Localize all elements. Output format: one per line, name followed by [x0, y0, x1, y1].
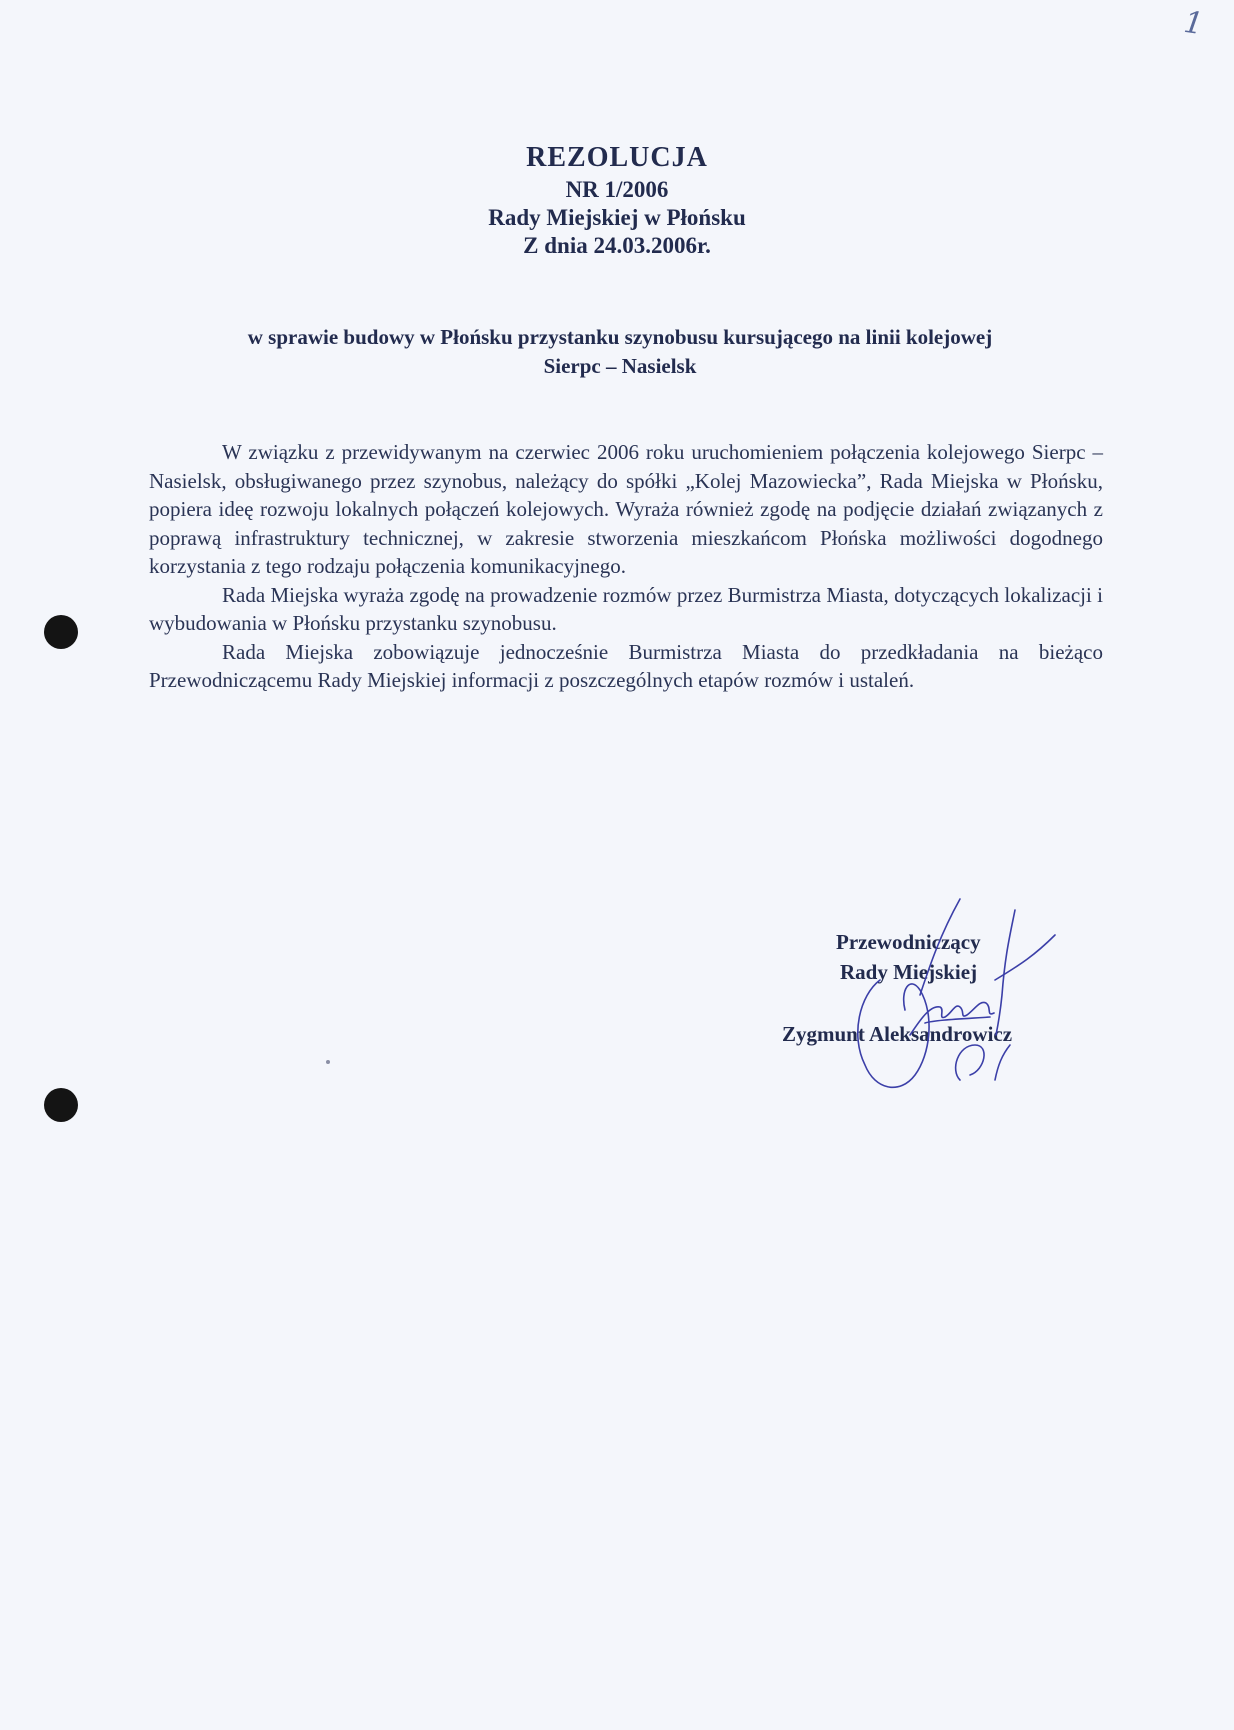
document-header [0, 140, 1234, 260]
binder-hole-bottom [44, 1088, 78, 1122]
document-number: NR 1/2006 [565, 177, 669, 202]
document-subject [140, 323, 1100, 381]
handwritten-signature [820, 895, 1070, 1095]
signatory-name: Zygmunt Aleksandrowicz [782, 1022, 1013, 1046]
signatory-role: Przewodniczący [836, 930, 981, 954]
binder-hole-top [44, 615, 78, 649]
document-date: Z dnia 24.03.2006r. [523, 233, 711, 258]
handwritten-page-number: 1 [1181, 4, 1206, 43]
signatory-body: Rady Miejskiej [840, 960, 978, 984]
body-paragraph-3: Rada Miejska zobowiązuje jednocześnie Burmistrza Miasta do przedkładania na bieżąco Przewodniczącemu Rady Miejskiej informacji z poszczególnych etapów rozmów i ustaleń. [149, 639, 1103, 692]
subject-line-1: w sprawie budowy w Płońsku przystanku szynobusu kursującego na linii kolejowej [247, 325, 993, 349]
document-body [149, 438, 1103, 695]
document-title: REZOLUCJA [526, 142, 708, 173]
body-paragraph-1: W związku z przewidywanym na czerwiec 2006 roku uruchomieniem połączenia kolejowego Sierpc – Nasielsk, obsługiwanego przez szynobus, należący do spółki „Kolej Mazowiecka”, Rada Miejska w Płońsku, popiera ideę rozwoju lokalnych połączeń kolejowych. Wyraża również zgodę na podjęcie działań związanych z poprawą infrastruktury technicznej, w zakresie stworzenia mieszkańcom Płońska możliwości dogodnego korzystania z tego rodzaju połączenia komunikacyjnego. [149, 440, 1103, 578]
stray-mark [326, 1060, 330, 1064]
body-paragraph-2: Rada Miejska wyraża zgodę na prowadzenie rozmów przez Burmistrza Miasta, dotyczących lokalizacji i wybudowania w Płońsku przystanku szynobusu. [149, 582, 1103, 635]
issuing-council: Rady Miejskiej w Płońsku [488, 205, 746, 230]
subject-line-2: Sierpc – Nasielsk [543, 354, 697, 378]
